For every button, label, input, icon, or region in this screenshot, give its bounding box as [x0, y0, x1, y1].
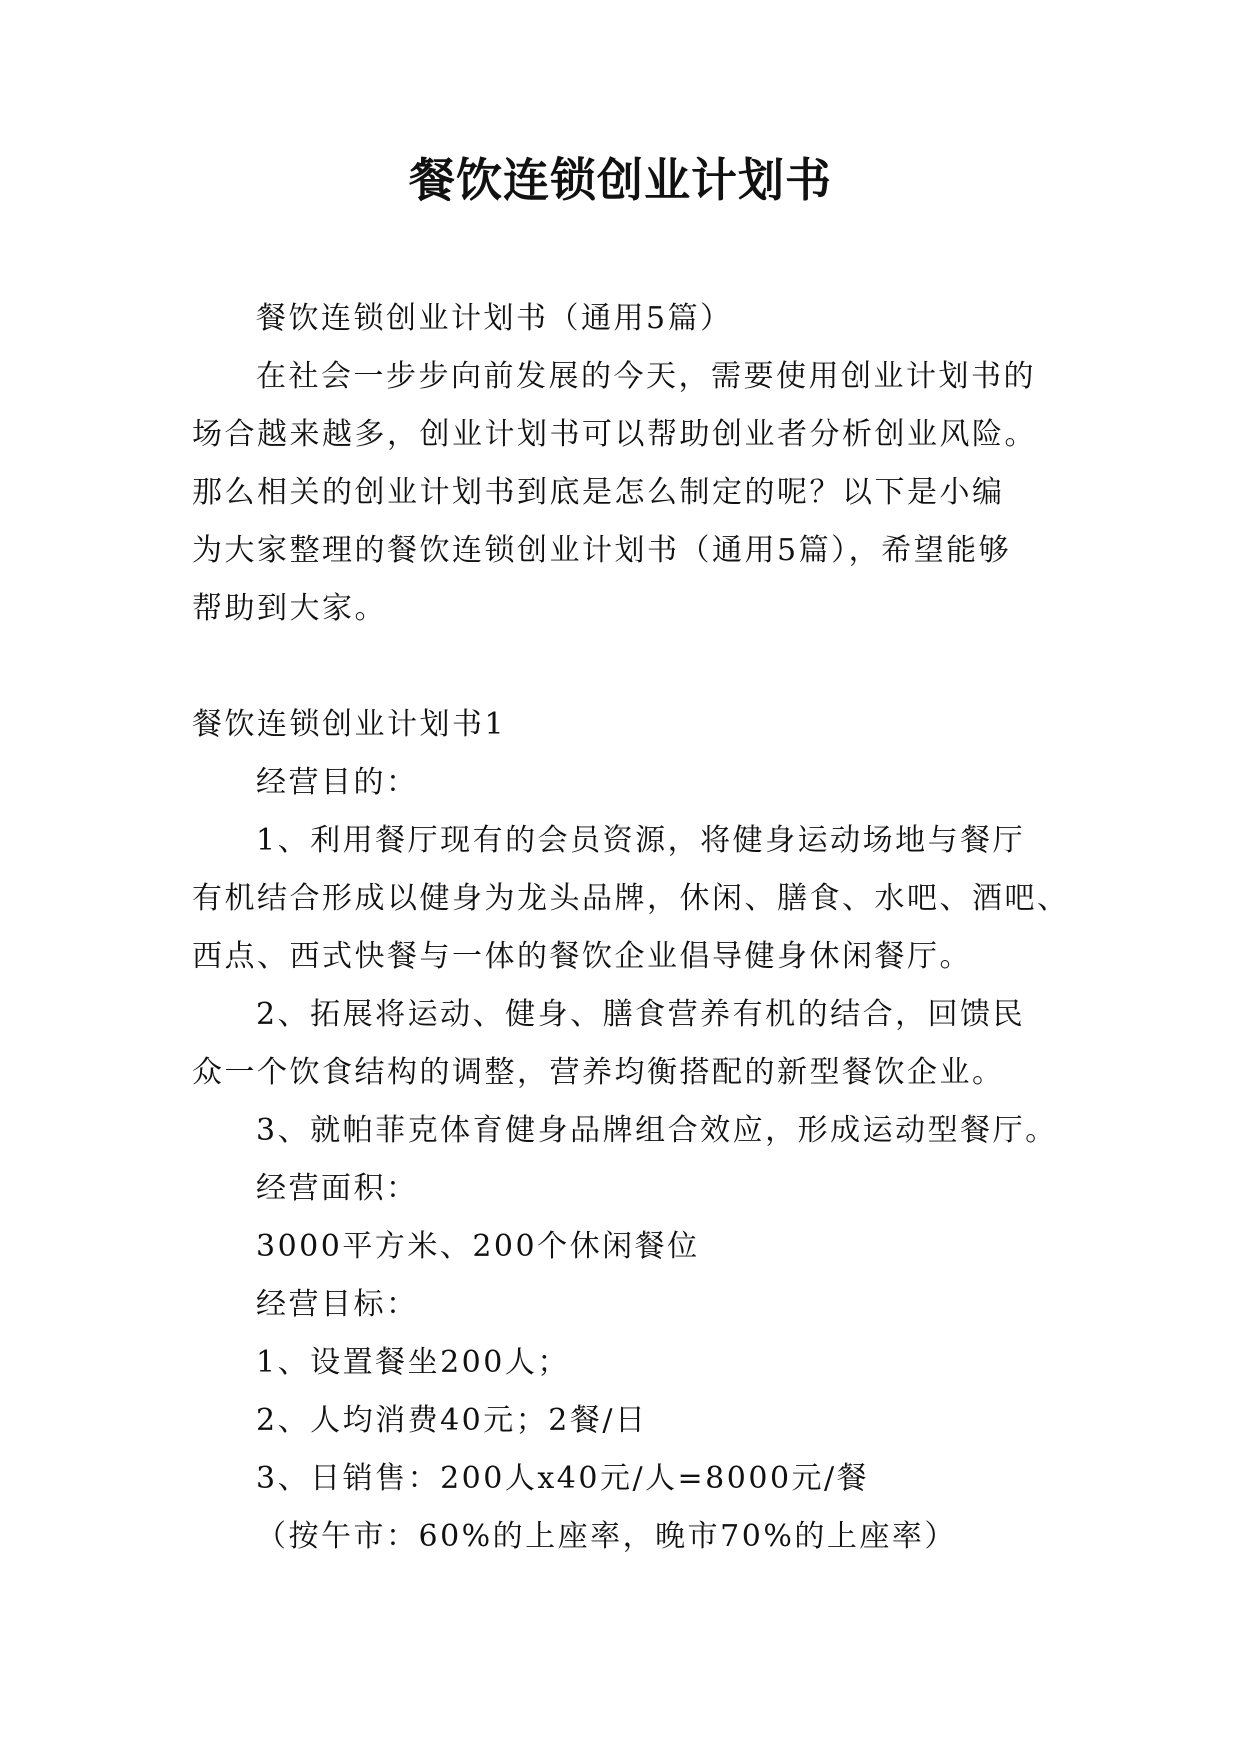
paragraph-line: 3000平方米、200个休闲餐位	[256, 1229, 700, 1264]
paragraph-line: 3、日销售：200人x40元/人=8000元/餐	[256, 1461, 870, 1496]
paragraph-line: 1、利用餐厅现有的会员资源，将健身运动场地与餐厅	[256, 823, 1026, 858]
section-heading: 餐饮连锁创业计划书1	[192, 707, 507, 742]
paragraph-line: 众一个饮食结构的调整，营养均衡搭配的新型餐饮企业。	[192, 1055, 1005, 1090]
paragraph-line: 那么相关的创业计划书到底是怎么制定的呢？以下是小编	[192, 475, 1005, 510]
paragraph-line: 2、拓展将运动、健身、膳食营养有机的结合，回馈民	[256, 997, 1026, 1032]
paragraph-line: 有机结合形成以健身为龙头品牌，休闲、膳食、水吧、酒吧、	[192, 881, 1070, 916]
paragraph-line: 2、人均消费40元；2餐/日	[256, 1403, 648, 1438]
paragraph-line: 西点、西式快餐与一体的餐饮企业倡导健身休闲餐厅。	[192, 939, 972, 974]
subtitle-line: 餐饮连锁创业计划书（通用5篇）	[256, 301, 733, 336]
paragraph-line: 经营目标：	[256, 1287, 419, 1322]
section-spacer	[192, 638, 1072, 696]
paragraph-line: 场合越来越多，创业计划书可以帮助创业者分析创业风险。	[192, 417, 1037, 452]
paragraph-line: 1、设置餐坐200人；	[256, 1345, 570, 1380]
paragraph-line: 经营目的：	[256, 765, 419, 800]
paragraph-line: 在社会一步步向前发展的今天，需要使用创业计划书的	[256, 359, 1036, 394]
document-body	[192, 290, 1072, 1566]
paragraph-line: （按午市：60%的上座率，晚市70%的上座率）	[256, 1519, 957, 1554]
document-title: 餐饮连锁创业计划书	[409, 153, 832, 207]
paragraph-line: 3、就帕菲克体育健身品牌组合效应，形成运动型餐厅。	[256, 1113, 1058, 1148]
paragraph-line: 为大家整理的餐饮连锁创业计划书（通用5篇），希望能够	[192, 533, 1012, 568]
paragraph-line: 帮助到大家。	[192, 591, 387, 626]
paragraph-line: 经营面积：	[256, 1171, 419, 1206]
